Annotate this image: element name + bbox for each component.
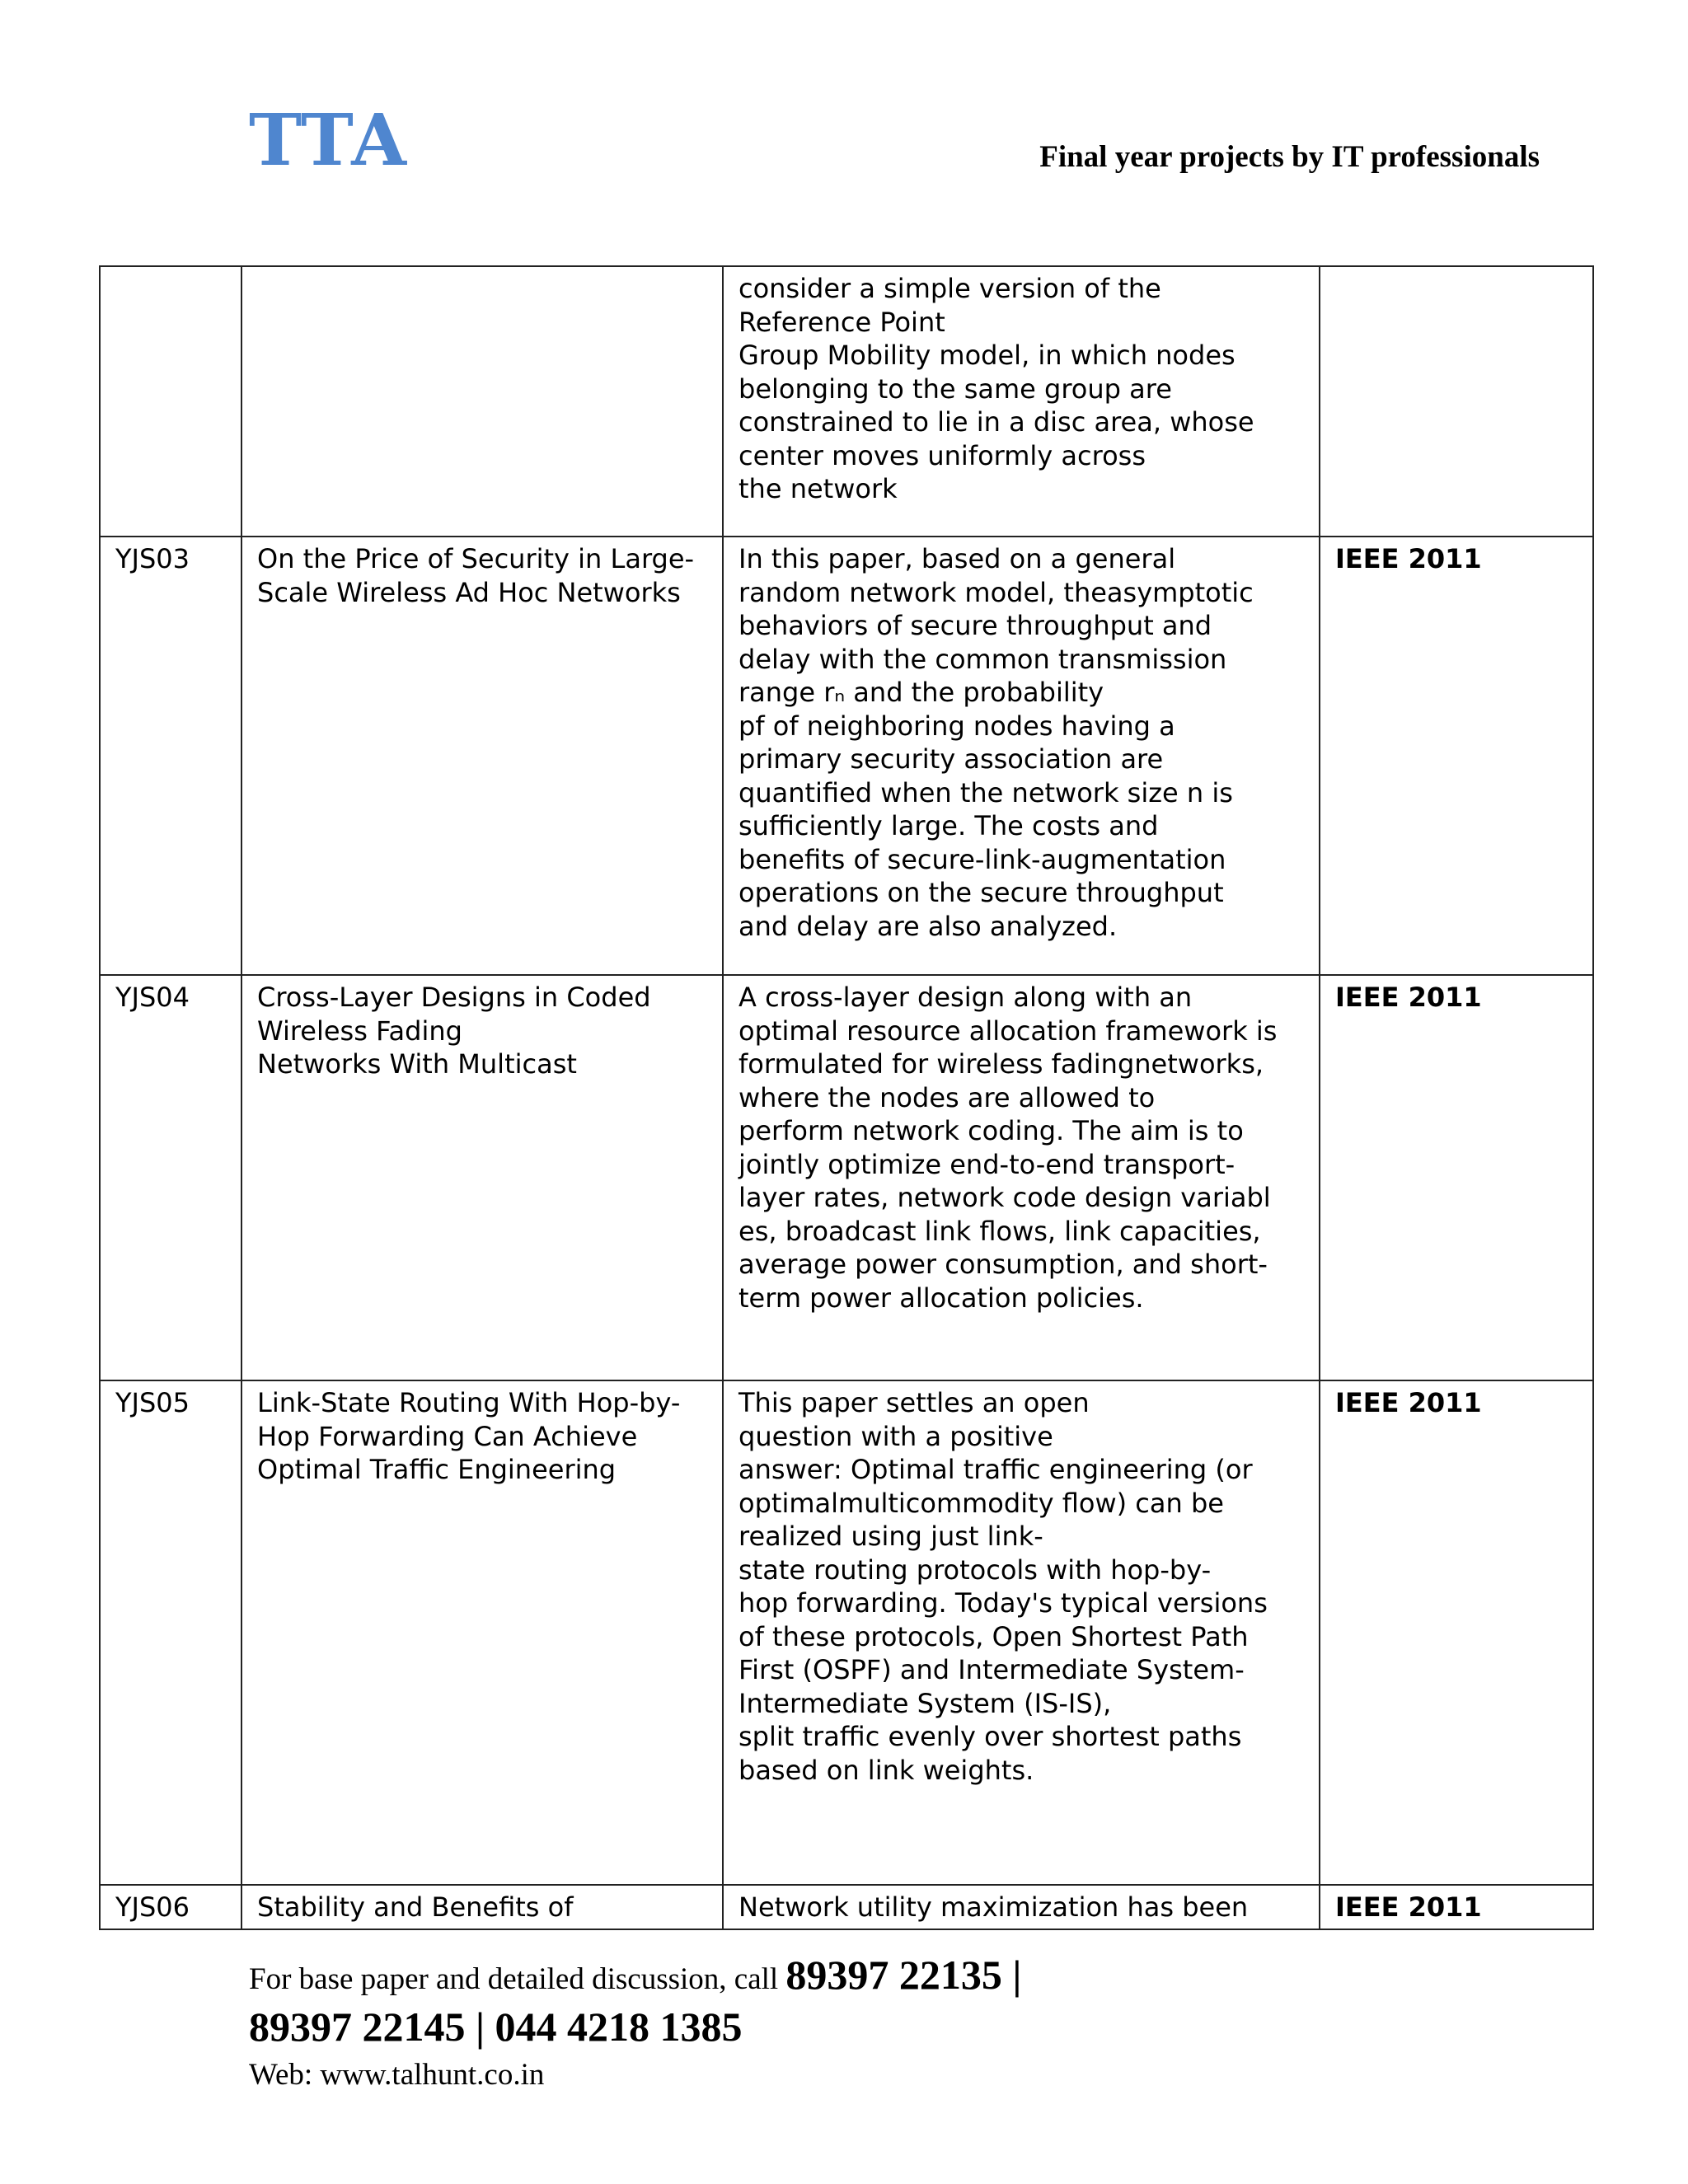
website-link[interactable]: Web: www.talhunt.co.in bbox=[249, 2058, 545, 2092]
project-code: YJS05 bbox=[100, 1380, 241, 1885]
tta-logo: TTA bbox=[249, 99, 408, 182]
project-title: On the Price of Security in Large-Scale Wireless Ad Hoc Networks bbox=[241, 537, 723, 975]
description-text: In this paper, based on a general random network model, theasymptotic behaviors of secure throughput and delay with the common transmission range rₙ and the probability pf of neighboring nodes having a primary security association are quantified when the network size n is sufficiently large. The costs and benefits of secure-link-augmentation operations on the secure throughput and delay are also analyzed. bbox=[738, 543, 1254, 942]
project-code: YJS04 bbox=[100, 975, 241, 1380]
footer-call-text: For base paper and detailed discussion, call bbox=[249, 1962, 786, 1996]
project-description bbox=[723, 975, 1320, 1380]
description-text: consider a simple version of the Reference Point Group Mobility model, in which nodes belonging to the same group are constrained to lie in a disc area, whose center moves uniformly across the network bbox=[738, 273, 1254, 504]
project-description bbox=[723, 266, 1320, 537]
table-row bbox=[100, 1380, 1593, 1885]
project-code: YJS03 bbox=[100, 537, 241, 975]
table-row bbox=[100, 975, 1593, 1380]
description-text: This paper settles an open question with a positive answer: Optimal traffic engineering (or optimalmulticommodity flow) can be realized using just link- state routing protocols with hop-by- hop forwarding. Today's typical versions of these protocols, Open Shortest Path First (OSPF) and Intermediate System- Intermediate System (IS-IS), split traffic evenly over shortest paths based on link weights. bbox=[738, 1387, 1268, 1786]
project-description bbox=[723, 537, 1320, 975]
projects-table bbox=[99, 265, 1594, 1930]
project-title bbox=[241, 266, 723, 537]
project-code: YJS06 bbox=[100, 1885, 241, 1929]
phone-number-primary: 89397 22135 | bbox=[785, 1952, 1022, 1998]
header-tagline: Final year projects by IT professionals bbox=[1039, 140, 1540, 174]
project-title: Link-State Routing With Hop-by-Hop Forwarding Can Achieve Optimal Traffic Engineering bbox=[241, 1380, 723, 1885]
table-row bbox=[100, 266, 1593, 537]
description-text: A cross-layer design along with an optimal resource allocation framework is formulated for wireless fadingnetworks, where the nodes are allowed to perform network coding. The aim is to jointly optimize end-to-end transport- layer rates, network code design variabl es, broadcast link flows, link capacities, average power consumption, and short- term power allocation policies. bbox=[738, 982, 1278, 1314]
project-year bbox=[1320, 266, 1593, 537]
footer-call-line bbox=[249, 1952, 1021, 1999]
project-year: IEEE 2011 bbox=[1320, 537, 1593, 975]
project-year: IEEE 2011 bbox=[1320, 1885, 1593, 1929]
table-row bbox=[100, 1885, 1593, 1929]
table-row bbox=[100, 537, 1593, 975]
project-year: IEEE 2011 bbox=[1320, 975, 1593, 1380]
phone-numbers-secondary: 89397 22145 | 044 4218 1385 bbox=[249, 2003, 743, 2050]
project-title: Stability and Benefits of bbox=[241, 1885, 723, 1929]
footer-contact bbox=[249, 1952, 1021, 2095]
description-text: Network utility maximization has been bbox=[738, 1891, 1249, 1923]
project-description bbox=[723, 1885, 1320, 1929]
project-description bbox=[723, 1380, 1320, 1885]
project-code bbox=[100, 266, 241, 537]
project-title: Cross-Layer Designs in Coded Wireless Fading Networks With Multicast bbox=[241, 975, 723, 1380]
project-year: IEEE 2011 bbox=[1320, 1380, 1593, 1885]
